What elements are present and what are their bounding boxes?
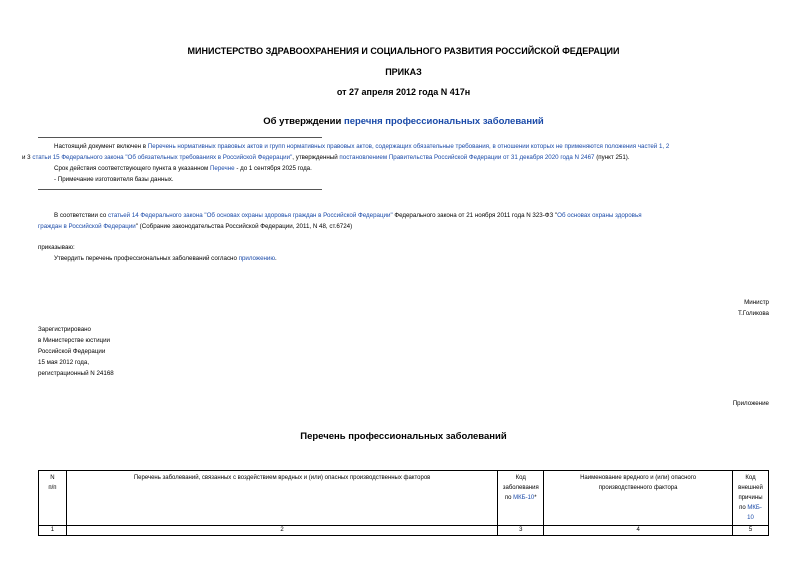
link-icd10[interactable]: МКБ-10 (513, 495, 535, 501)
doc-title-prefix: Об утверждении (263, 116, 344, 127)
note-top-rule (38, 137, 322, 138)
body-text: . (275, 255, 277, 262)
body-text: " (Собрание законодательства Российской Федерации, 2011, N 48, ст.6724) (135, 223, 353, 230)
header-text: Код (745, 475, 756, 481)
link-article-14[interactable]: статьей 14 Федерального закона "Об основах охраны здоровья граждан в Российской Федерации" (107, 212, 393, 219)
doc-type: ПРИКАЗ (385, 67, 422, 77)
note-text: (пункт 251). (594, 154, 630, 161)
note-text: Настоящий документ включен в (54, 143, 148, 150)
registration-line: 15 мая 2012 года, (38, 359, 90, 366)
note-text: Срок действия соответствующего пункта в указанном (54, 165, 210, 172)
diseases-table (38, 470, 769, 536)
registration-line: в Министерстве юстиции (38, 337, 111, 344)
link-icd10-ext-1[interactable]: МКБ- (747, 505, 762, 511)
header-text: по (504, 495, 514, 501)
col-icd-code-header (498, 471, 544, 526)
note-link-perechen[interactable]: Перечень нормативных правовых актов и групп нормативных правовых актов, содержащих обязательные требования, в отношении которых не применяются положения частей 1, 2 (147, 143, 670, 150)
signature-name: Т.Голикова (738, 310, 769, 317)
header-text: Наименование вредного и (или) опасного (580, 475, 697, 481)
col-num-cell: 3 (498, 526, 544, 536)
col-diseases-header: Перечень заболеваний, связанных с воздействием вредных и (или) опасных производственных факторов (66, 471, 497, 526)
note-link-perechne[interactable]: Перечне (209, 165, 235, 172)
col-number-header (39, 471, 67, 526)
registration-line: Зарегистрировано (38, 326, 91, 333)
link-appendix[interactable]: приложению (238, 255, 276, 262)
link-icd10-ext-2[interactable]: 10 (747, 515, 754, 521)
header-text: заболевания (502, 485, 539, 491)
body-text: Утвердить перечень профессиональных заболеваний согласно (54, 255, 239, 262)
note-paragraph-1 (22, 141, 768, 163)
doc-title-link[interactable]: перечня профессиональных заболеваний (343, 116, 544, 127)
signature-position: Министр (744, 299, 769, 306)
note-paragraph-2 (54, 163, 312, 174)
order-word: приказываю: (38, 244, 75, 251)
table-header-row (39, 471, 769, 526)
table-number-row (39, 526, 769, 536)
signature-block (738, 297, 769, 319)
header-text: Код (515, 475, 526, 481)
note-bottom-rule (38, 189, 322, 190)
appendix-title: Перечень профессиональных заболеваний (300, 431, 507, 442)
col-num-cell: 1 (39, 526, 67, 536)
header-text: причины (738, 495, 763, 501)
header-text: по (739, 505, 748, 511)
doc-title (0, 116, 807, 127)
col-num-cell: 4 (544, 526, 733, 536)
header-text: N (50, 475, 55, 481)
registration-line: регистрационный N 24168 (38, 370, 114, 377)
col-num-cell: 5 (732, 526, 768, 536)
header-text: производственного фактора (598, 485, 678, 491)
header-text: * (534, 495, 537, 501)
header-text: внешней (738, 485, 763, 491)
col-external-cause-header (732, 471, 768, 526)
ministry-heading: МИНИСТЕРСТВО ЗДРАВООХРАНЕНИЯ И СОЦИАЛЬНОГО РАЗВИТИЯ РОССИЙСКОЙ ФЕДЕРАЦИИ (187, 46, 620, 56)
body-text: В соответствии со (54, 212, 108, 219)
approve-paragraph (54, 253, 277, 264)
col-factor-header (544, 471, 733, 526)
note-text: , утвержденный (292, 154, 340, 161)
link-law-title-1[interactable]: Об основах охраны здоровья (557, 212, 642, 219)
note-text: - до 1 сентября 2025 года. (234, 165, 312, 172)
note-paragraph-3: - Примечание изготовителя базы данных. (54, 176, 174, 183)
note-link-article15[interactable]: статьи 15 Федерального закона "Об обязательных требованиях в Российской Федерации" (32, 154, 293, 161)
col-num-cell: 2 (66, 526, 497, 536)
appendix-label: Приложение (732, 400, 769, 407)
registration-block (38, 324, 114, 379)
link-law-title-2[interactable]: граждан в Российской Федерации (38, 223, 136, 230)
note-text: и 3 (22, 154, 33, 161)
doc-date-number: от 27 апреля 2012 года N 417н (336, 87, 471, 97)
preamble-paragraph (38, 210, 768, 232)
registration-line: Российской Федерации (38, 348, 106, 355)
note-link-postanovlenie[interactable]: постановлением Правительства Российской Федерации от 31 декабря 2020 года N 2467 (339, 154, 595, 161)
header-text: п/п (48, 485, 57, 491)
body-text: Федерального закона от 21 ноября 2011 года N 323-ФЗ " (392, 212, 558, 219)
